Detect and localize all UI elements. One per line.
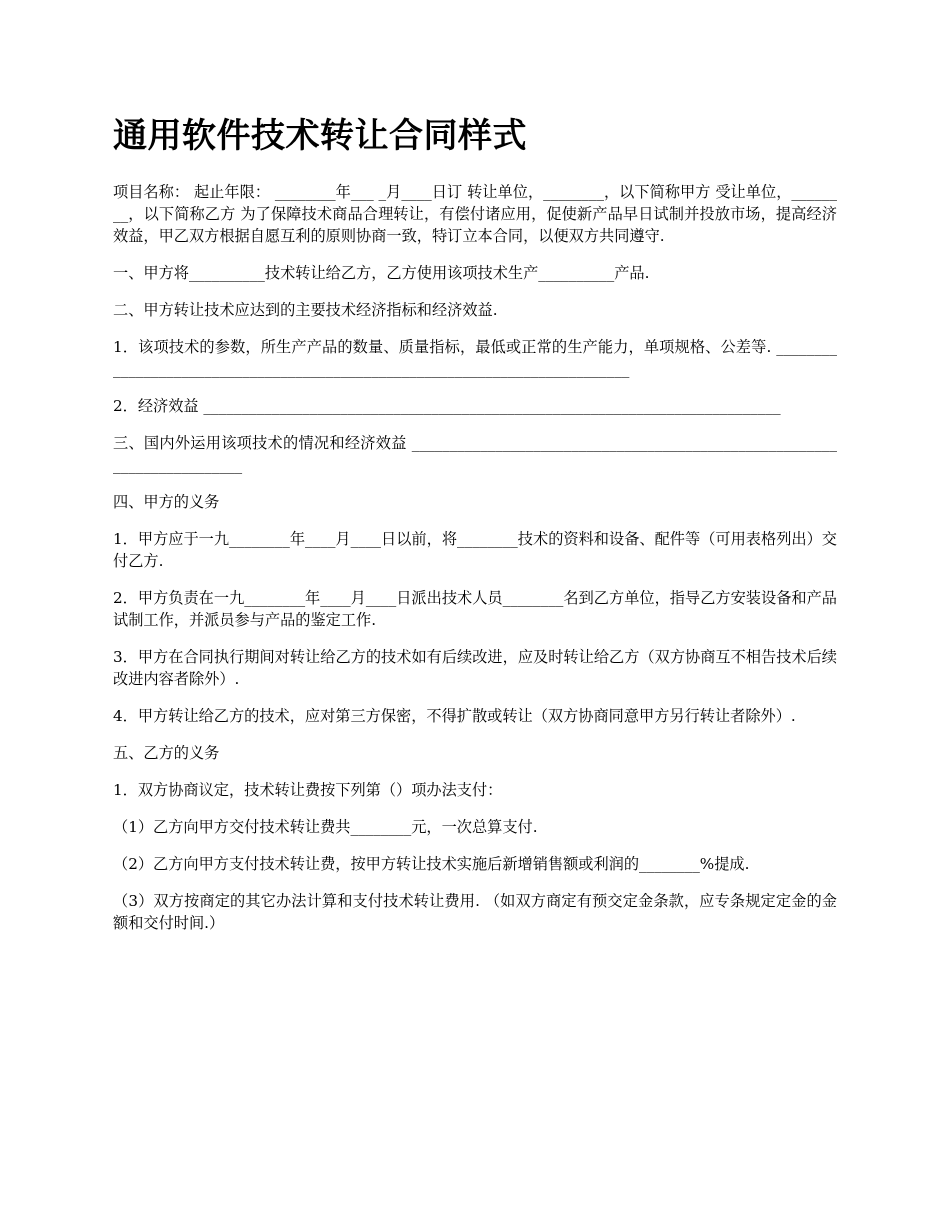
paragraph-clause-2-item-1: 1．该项技术的参数，所生产产品的数量、质量指标，最低或正常的生产能力，单项规格、公差等. ____________________________________________________________________________ bbox=[113, 338, 837, 378]
paragraph-clause-2-item-2: 2．经济效益 ____________________________________________________________________________ bbox=[113, 397, 781, 415]
paragraph-payment-option-1: （1）乙方向甲方交付技术转让费共________元，一次总算支付. bbox=[113, 818, 538, 836]
paragraph-clause-4-item-3: 3．甲方在合同执行期间对转让给乙方的技术如有后续改进，应及时转让给乙方（双方协商互不相告技术后续改进内容者除外）. bbox=[113, 648, 837, 688]
paragraph-payment-option-2: （2）乙方向甲方支付技术转让费，按甲方转让技术实施后新增销售额或利润的________%提成. bbox=[113, 855, 750, 873]
paragraph-clause-5-item-1: 1．双方协商议定，技术转让费按下列第（）项办法支付： bbox=[113, 781, 503, 799]
paragraph-clause-4-item-1: 1．甲方应于一九________年____月____日以前，将________技术的资料和设备、配件等（可用表格列出）交付乙方. bbox=[113, 530, 837, 570]
paragraph-clause-4: 四、甲方的义务 bbox=[113, 493, 220, 511]
paragraph-clause-2: 二、甲方转让技术应达到的主要技术经济指标和经济效益. bbox=[113, 301, 498, 319]
document-title: 通用软件技术转让合同样式 bbox=[113, 116, 527, 156]
document-body bbox=[113, 181, 837, 934]
paragraph-clause-5: 五、乙方的义务 bbox=[113, 744, 220, 762]
paragraph-clause-4-item-4: 4．甲方转让给乙方的技术，应对第三方保密，不得扩散或转让（双方协商同意甲方另行转让者除外）. bbox=[113, 707, 796, 725]
paragraph-payment-option-3: （3）双方按商定的其它办法计算和支付技术转让费用. （如双方商定有预交定金条款，应专条规定定金的金额和交付时间.） bbox=[113, 892, 837, 932]
paragraph-project-info: 项目名称： 起止年限： ________年___ _月____日订 转让单位，________，以下简称甲方 受让单位，________，以下简称乙方 为了保障技术商品合理转让，有偿付诸应用，促使新产品早日试制并投放市场，提高经济效益，甲乙双方根据自愿互利的原则协商一致，特订立本合同，以便双方共同遵守. bbox=[113, 183, 837, 245]
paragraph-clause-3: 三、国内外运用该项技术的情况和经济效益 _________________________________________________________________________ bbox=[113, 434, 837, 474]
paragraph-clause-1: 一、甲方将__________技术转让给乙方，乙方使用该项技术生产__________产品. bbox=[113, 264, 650, 282]
paragraph-clause-4-item-2: 2．甲方负责在一九________年____月____日派出技术人员________名到乙方单位，指导乙方安装设备和产品试制工作，并派员参与产品的鉴定工作. bbox=[113, 589, 837, 629]
document-page bbox=[113, 112, 837, 949]
